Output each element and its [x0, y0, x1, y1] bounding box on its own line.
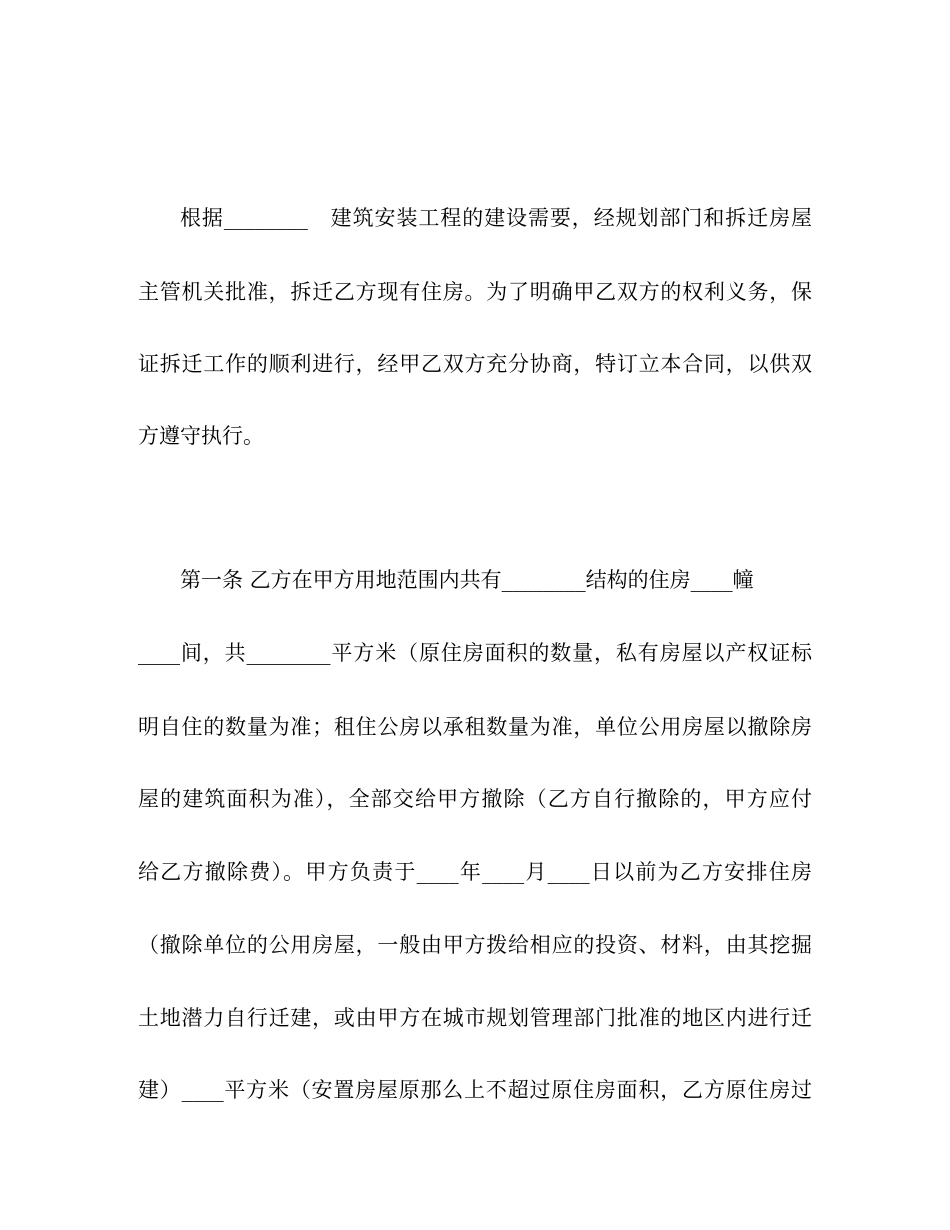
paragraph-1-line-1: 根据________ 建筑安装工程的建设需要，经规划部门和拆迁房屋	[180, 206, 812, 230]
paragraph-1-line-3: 证拆迁工作的顺利进行，经甲乙双方充分协商，特订立本合同，以供双	[138, 352, 812, 376]
paragraph-2-line-8: 建）____平方米（安置房屋原那么上不超过原住房面积，乙方原住房过	[138, 1078, 812, 1102]
paragraph-1-line-2: 主管机关批准，拆迁乙方现有住房。为了明确甲乙双方的权利义务，保	[138, 280, 812, 304]
paragraph-2-line-2: ____间，共________平方米（原住房面积的数量，私有房屋以产权证标	[138, 641, 812, 665]
paragraph-2-line-6: （撤除单位的公用房屋，一般由甲方拨给相应的投资、材料，由其挖掘	[138, 933, 812, 957]
paragraph-2-line-1: 第一条 乙方在甲方用地范围内共有________结构的住房____幢	[180, 568, 754, 592]
paragraph-2-line-3: 明自住的数量为准；租住公房以承租数量为准，单位公用房屋以撤除房	[138, 715, 812, 739]
paragraph-2-line-4: 屋的建筑面积为准），全部交给甲方撤除（乙方自行撤除的，甲方应付	[138, 787, 812, 811]
paragraph-2-line-5: 给乙方撤除费）。甲方负责于____年____月____日以前为乙方安排住房	[138, 860, 812, 884]
paragraph-1-line-4: 方遵守执行。	[138, 424, 264, 448]
paragraph-2-line-7: 土地潜力自行迁建，或由甲方在城市规划管理部门批准的地区内进行迁	[138, 1006, 812, 1030]
